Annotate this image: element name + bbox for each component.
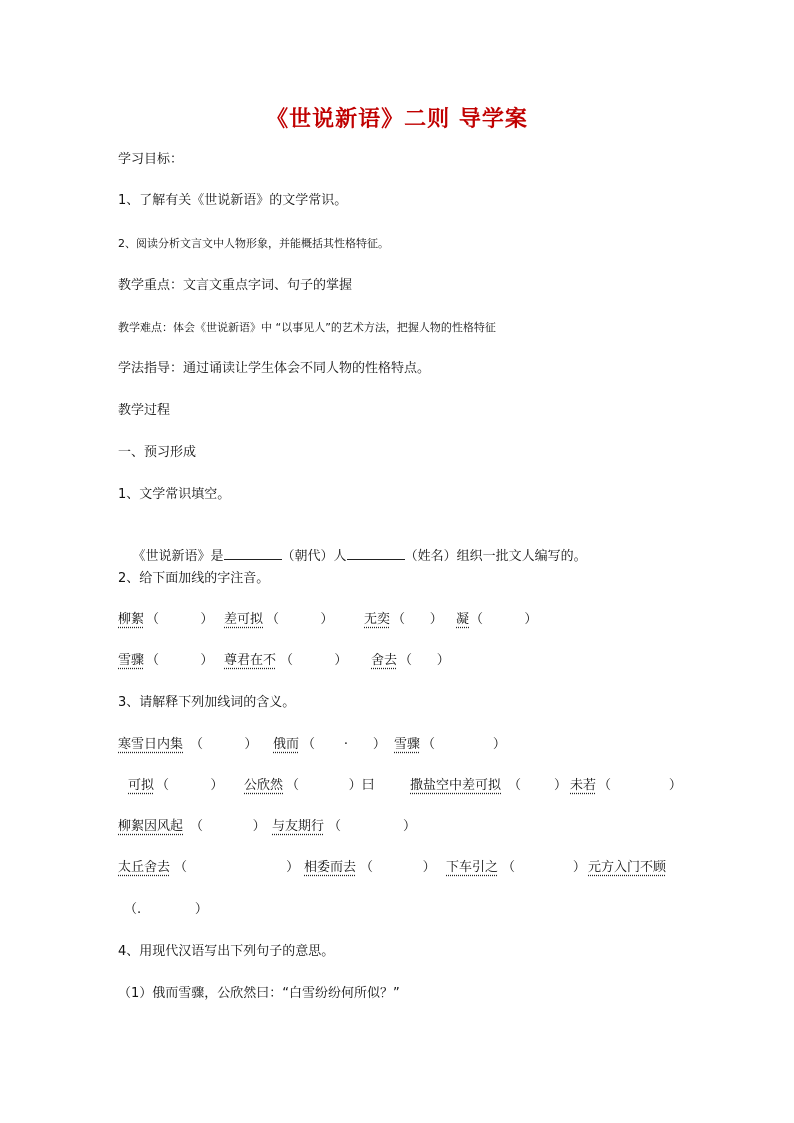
q3-heading: 3、请解释下列加线词的含义。 (118, 695, 296, 710)
objective-1: 1、了解有关《世说新语》的文学常识。 (118, 193, 348, 208)
q3-word: 元方入门不顾 (588, 860, 667, 875)
q2-word: 舍去 (371, 653, 398, 668)
q2-word: 柳絮 (118, 612, 145, 627)
q2-word: 尊君在不 (224, 653, 277, 668)
q2-word: 无奕 (364, 612, 391, 627)
q2-answer-bracket[interactable]: （ ） (280, 653, 348, 668)
q2-answer-bracket[interactable]: （ ） (399, 653, 450, 668)
q1-blank-name[interactable] (347, 546, 405, 560)
section-1-heading: 一、预习形成 (118, 445, 197, 460)
q3-word: 与友期行 (272, 819, 325, 834)
difficulty: 教学难点：体会《世说新语》中 “以事见人”的艺术方法，把握人物的性格特征 (118, 321, 496, 334)
q1-blank-dynasty[interactable] (224, 546, 282, 560)
q3-answer-bracket[interactable]: （ ） (508, 778, 568, 793)
q4-item-1: （1）俄而雪骤，公欣然曰：“白雪纷纷何所似？” (118, 986, 400, 1001)
q3-word: 雪骤 (394, 737, 421, 752)
key-point: 教学重点：文言文重点字词、句子的掌握 (118, 278, 353, 293)
q3-answer-bracket[interactable]: （ ） (156, 778, 224, 793)
q3-answer-bracket[interactable]: （ ）曰 (286, 778, 375, 793)
document-title: 《世说新语》二则 导学案 (266, 106, 528, 132)
q3-word: 撒盐空中差可拟 (410, 778, 502, 793)
q3-answer-bracket-continued[interactable]: （. ） (124, 902, 208, 917)
q3-word: 未若 (570, 778, 597, 793)
q2-answer-bracket[interactable]: （ ） (266, 612, 334, 627)
q3-answer-bracket[interactable]: （ ） (360, 860, 436, 875)
q2-word: 差可拟 (224, 612, 264, 627)
q1-part-a: 《世说新语》是 (132, 549, 224, 564)
q2-answer-bracket[interactable]: （ ） (146, 653, 214, 668)
q2-word: 凝 (456, 612, 470, 627)
q3-answer-bracket[interactable]: （ ） (502, 860, 586, 875)
q3-answer-bracket[interactable]: （ ） (598, 778, 682, 793)
q1-part-c: （姓名）组织一批文人编写的。 (404, 549, 587, 564)
q3-answer-bracket[interactable]: （ · ） (302, 737, 386, 752)
q2-word: 雪骤 (118, 653, 145, 668)
q4-heading: 4、用现代汉语写出下列句子的意思。 (118, 944, 335, 959)
q1-part-b: （朝代）人 (281, 549, 347, 564)
objectives-heading: 学习目标： (118, 152, 184, 167)
q3-word: 柳絮因风起 (118, 819, 184, 834)
q3-answer-bracket[interactable]: （ ） (190, 819, 266, 834)
q2-answer-bracket[interactable]: （ ） (146, 612, 214, 627)
q3-answer-bracket[interactable]: （ ） (190, 737, 258, 752)
q3-word: 下车引之 (446, 860, 499, 875)
q3-word: 太丘舍去 (118, 860, 171, 875)
objective-2: 2、阅读分析文言文中人物形象，并能概括其性格特征。 (118, 237, 389, 250)
q3-word: 公欣然 (244, 778, 284, 793)
q3-word: 俄而 (273, 737, 300, 752)
q3-answer-bracket[interactable]: （ ） (174, 860, 300, 875)
q3-word: 相委而去 (304, 860, 357, 875)
q3-answer-bracket[interactable]: （ ） (422, 737, 506, 752)
q3-word: 寒雪日内集 (118, 737, 184, 752)
process-heading: 教学过程 (118, 403, 171, 418)
q1-heading: 1、文学常识填空。 (118, 487, 231, 502)
q2-answer-bracket[interactable]: （ ） (392, 612, 443, 627)
q2-heading: 2、给下面加线的字注音。 (118, 571, 270, 586)
q2-answer-bracket[interactable]: （ ） (470, 612, 538, 627)
q3-word: 可拟 (128, 778, 155, 793)
q3-answer-bracket[interactable]: （ ） (328, 819, 416, 834)
method: 学法指导：通过诵读让学生体会不同人物的性格特点。 (118, 361, 431, 376)
